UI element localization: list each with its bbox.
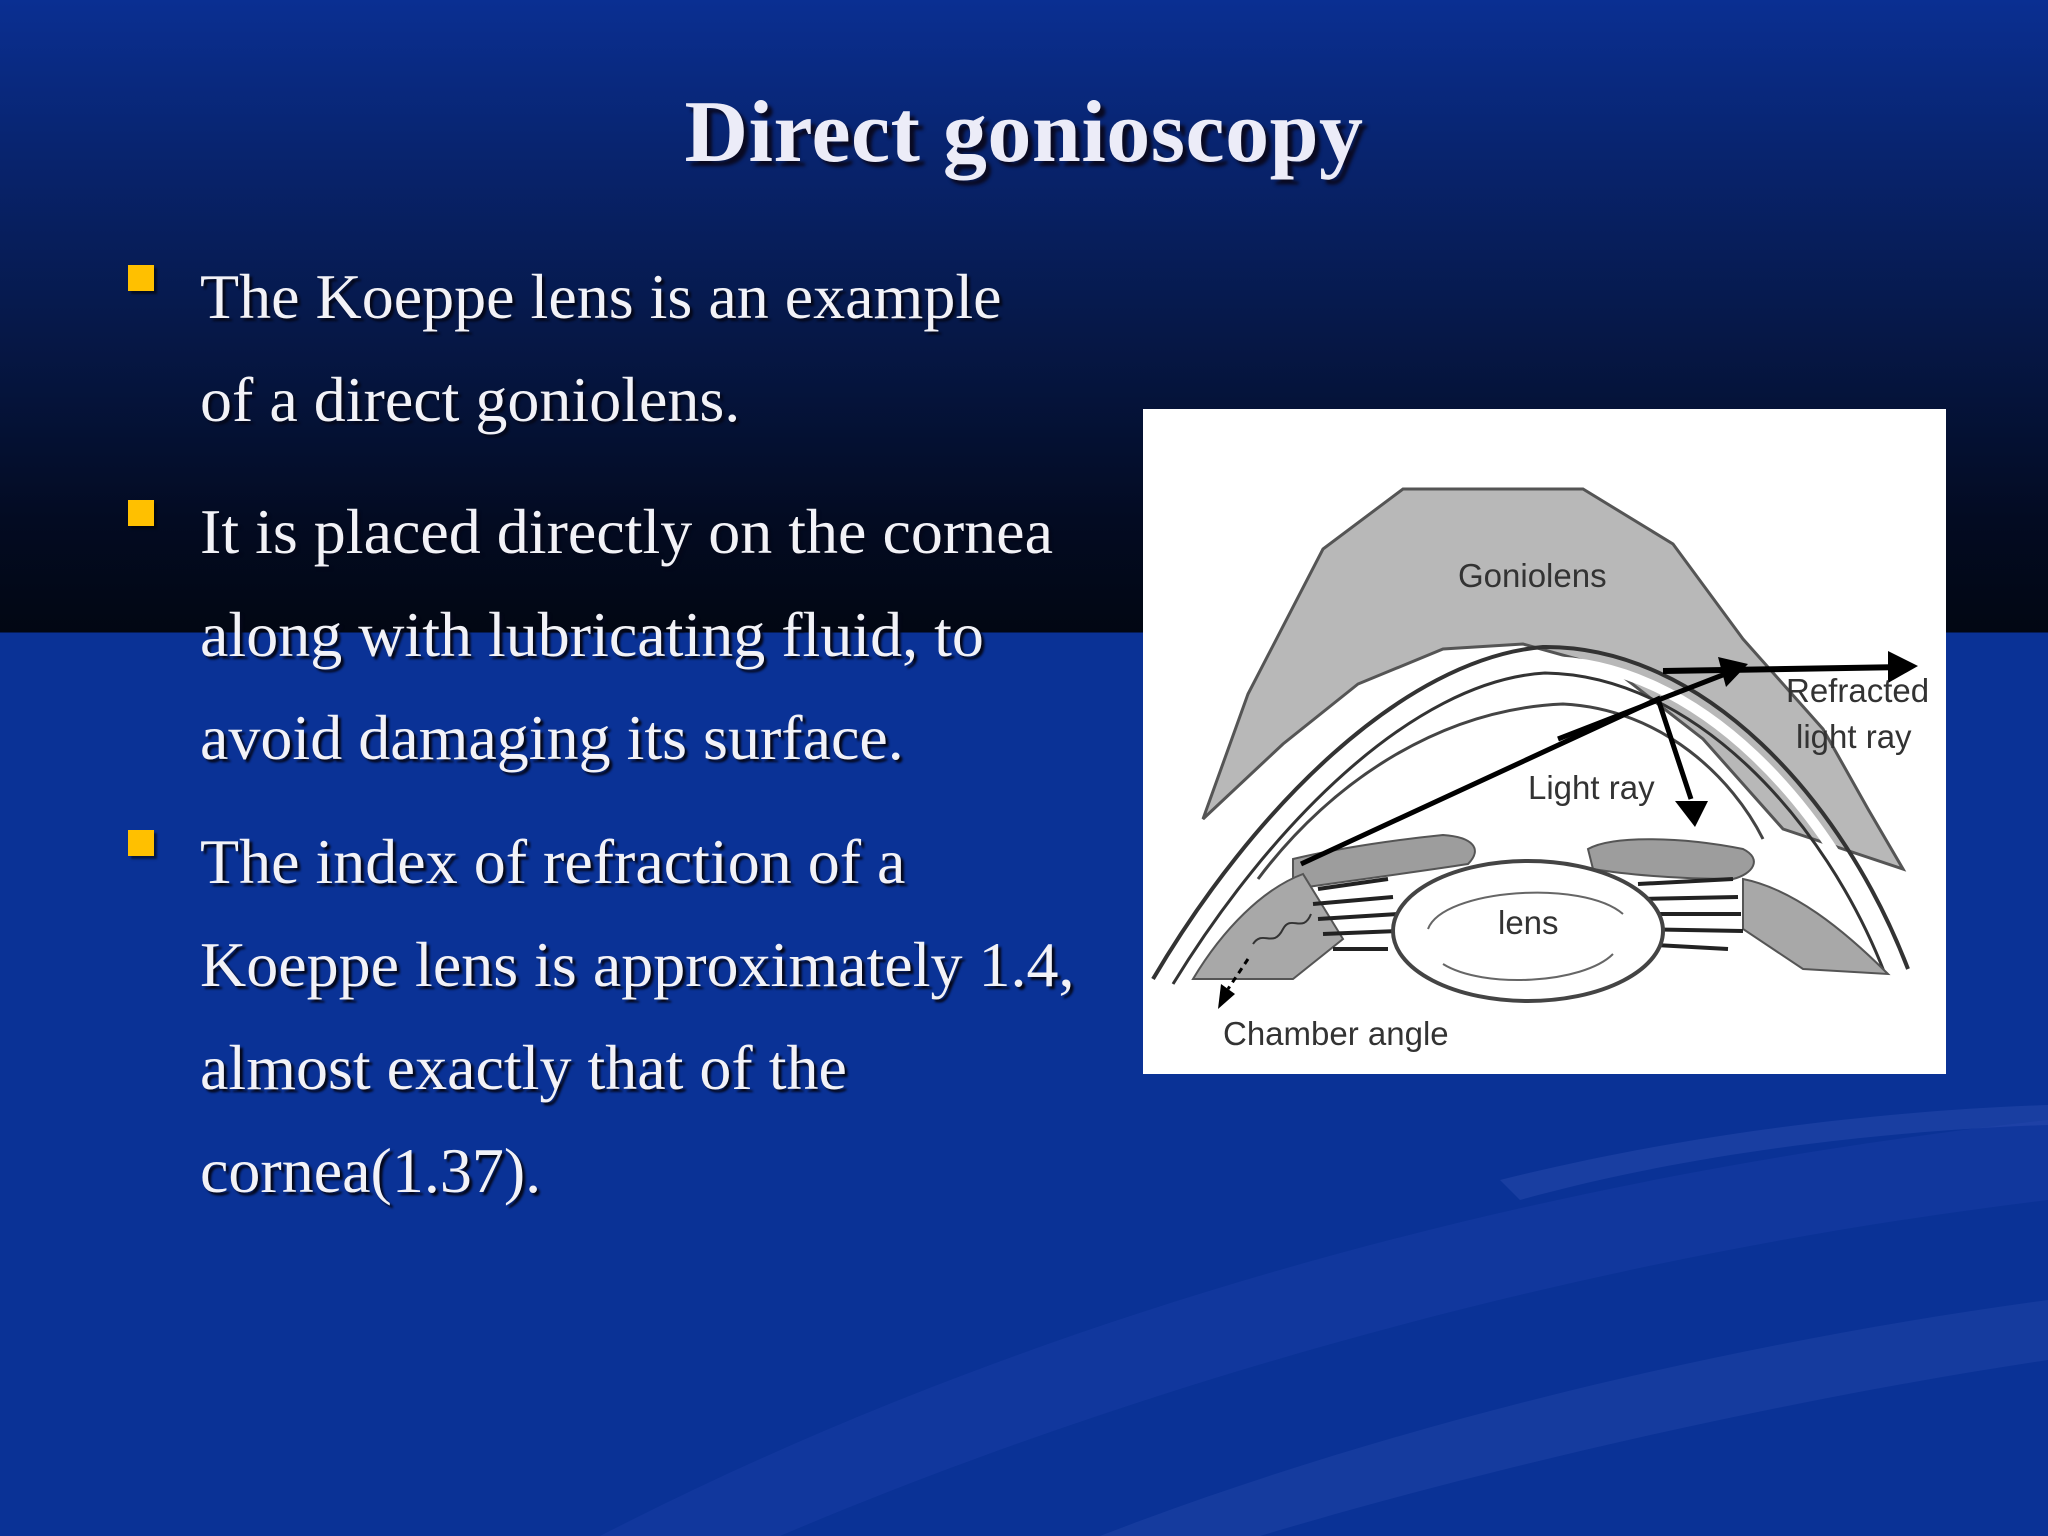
refracted-label-line2: light ray [1796,718,1912,755]
bullet-square-icon [128,265,154,291]
bullet-square-icon [128,830,154,856]
goniolens-diagram [1143,409,1946,1074]
bullet-line: avoid damaging its surface. [200,702,904,773]
bullet-text [200,810,1120,1222]
bullet-text [200,480,1120,789]
iris-right [1588,839,1754,879]
bullet-text [200,245,1120,451]
bullet-item [0,245,1140,451]
bullet-line: The Koeppe lens is an example [200,261,1002,332]
chamber-angle-label: Chamber angle [1223,1015,1449,1052]
light-ray-label: Light ray [1528,769,1655,806]
bullet-line: of a direct goniolens. [200,364,741,435]
bullet-square-icon [128,500,154,526]
slide-title: Direct gonioscopy [684,84,1364,181]
bullet-line: The index of refraction of a [200,826,906,897]
bullet-line: almost exactly that of the [200,1032,847,1103]
goniolens-label: Goniolens [1458,557,1607,594]
bullet-item [0,480,1140,789]
bullet-line: Koeppe lens is approximately 1.4, [200,929,1075,1000]
bullet-item [0,810,1140,1222]
bullet-line: along with lubricating fluid, to [200,599,984,670]
bullet-line: cornea(1.37). [200,1135,542,1206]
lens-label: lens [1498,904,1559,941]
refracted-label: Refracted [1786,672,1930,709]
bullet-line: It is placed directly on the cornea [200,496,1053,567]
